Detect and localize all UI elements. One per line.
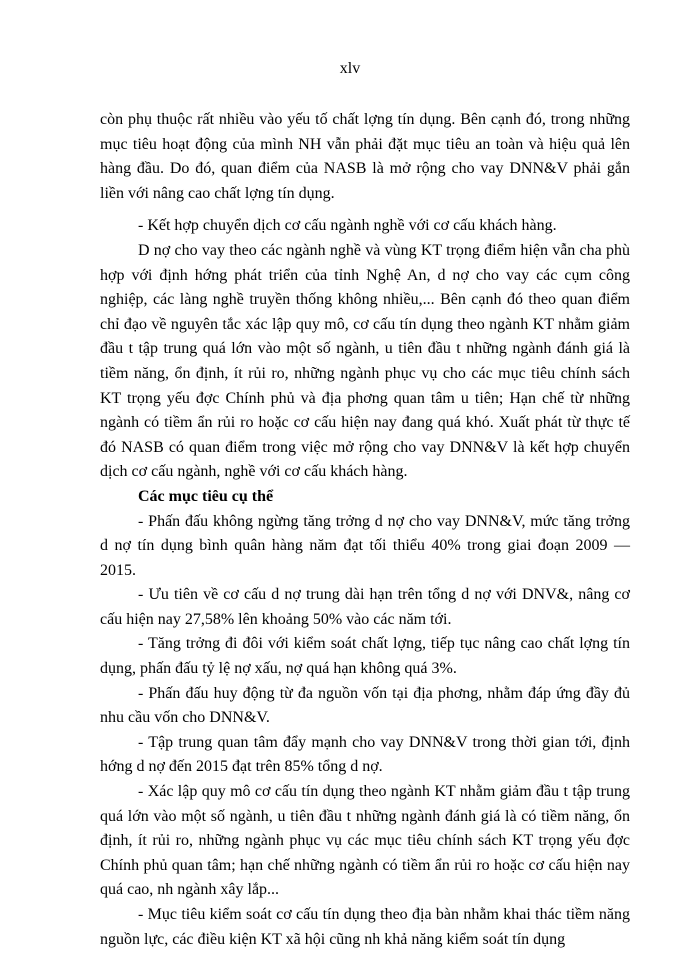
list-item-quality: - Tăng trởng đi đôi với kiểm soát chất lợng, tiếp tục nâng cao chất lợng tín dụng, phấn đấu tỷ lệ nợ xấu, nợ quá hạn không quá 3%. xyxy=(100,635,630,678)
list-item-medium-long-term: - Ưu tiên về cơ cấu d nợ trung dài hạn trên tổng d nợ với DNV&, nâng cơ cấu hiện nay 27,58% lên khoảng 50% vào các năm tới. xyxy=(100,586,630,628)
paragraph-body: D nợ cho vay theo các ngành nghề và vùng KT trọng điểm hiện vẫn cha phù hợp với định hớng phát triển của tỉnh Nghệ An, d nợ cho vay các cụm công nghiệp, các làng nghề truyền thống không nhiều,... Bên cạnh đó theo quan điểm chỉ đạo về nguyên tắc xác lập quy mô, cơ cấu tín dụng theo ngành KT nhằm giảm đầu t tập trung quá lớn vào một số ngành, u tiên đầu t những ngành đánh giá là tiềm năng, ổn định, ít rủi ro, những ngành phục vụ cho các mục tiêu chính sách KT trọng yếu đợc Chính phủ và địa phơng quan tâm u tiên; Hạn chế từ những ngành có tiềm ẩn rủi ro hoặc cơ cấu hiện nay đang quá khó. Xuất phát từ thực tế đó NASB có quan điểm trong việc mở rộng cho vay DNN&V là kết hợp chuyển dịch cơ cấu ngành, nghề với cơ cấu khách hàng. xyxy=(100,241,630,481)
paragraph-point-heading: - Kết hợp chuyển dịch cơ cấu ngành nghề với cơ cấu khách hàng. xyxy=(138,217,557,235)
list-item-sector-structure: - Xác lập quy mô cơ cấu tín dụng theo ngành KT nhằm giảm đầu t tập trung quá lớn vào một số ngành, u tiên đầu t những ngành đánh giá là có tiềm năng, ổn định, ít rủi ro, những ngành phục vụ các mục tiêu chính sách KT trọng yếu đợc Chính phủ quan tâm; hạn chế những ngành có tiềm ẩn rủi ro hoặc cơ cấu hiện nay quá cao, nh ngành xây lắp... xyxy=(100,783,630,899)
paragraph-continuation: còn phụ thuộc rất nhiều vào yếu tố chất lợng tín dụng. Bên cạnh đó, trong những mục tiêu hoạt động của mình NH vẫn phải đặt mục tiêu an toàn và hiệu quả lên hàng đầu. Do đó, quan điểm của NASB là mở rộng cho vay DNN&V phải gắn liền với nâng cao chất lợng tín dụng. xyxy=(100,111,630,202)
list-item-regional-control: - Mục tiêu kiểm soát cơ cấu tín dụng theo địa bàn nhằm khai thác tiềm năng nguồn lực, các điều kiện KT xã hội cũng nh khả năng kiểm soát tín dụng xyxy=(100,906,630,948)
section-heading: Các mục tiêu cụ thể xyxy=(138,487,274,505)
list-item-capital: - Phấn đấu huy động từ đa nguồn vốn tại địa phơng, nhằm đáp ứng đầy đủ nhu cầu vốn cho DNN&V. xyxy=(100,684,630,727)
document-body xyxy=(100,108,630,952)
list-item-growth: - Phấn đấu không ngừng tăng trởng d nợ cho vay DNN&V, mức tăng trởng d nợ tín dụng bình quân hàng năm đạt tối thiểu 40% trong giai đoạn 2009 — 2015. xyxy=(100,512,630,579)
page-number: xlv xyxy=(339,60,361,77)
list-item-focus: - Tập trung quan tâm đẩy mạnh cho vay DNN&V trong thời gian tới, định hớng d nợ đến 2015 đạt trên 85% tổng d nợ. xyxy=(100,733,630,776)
